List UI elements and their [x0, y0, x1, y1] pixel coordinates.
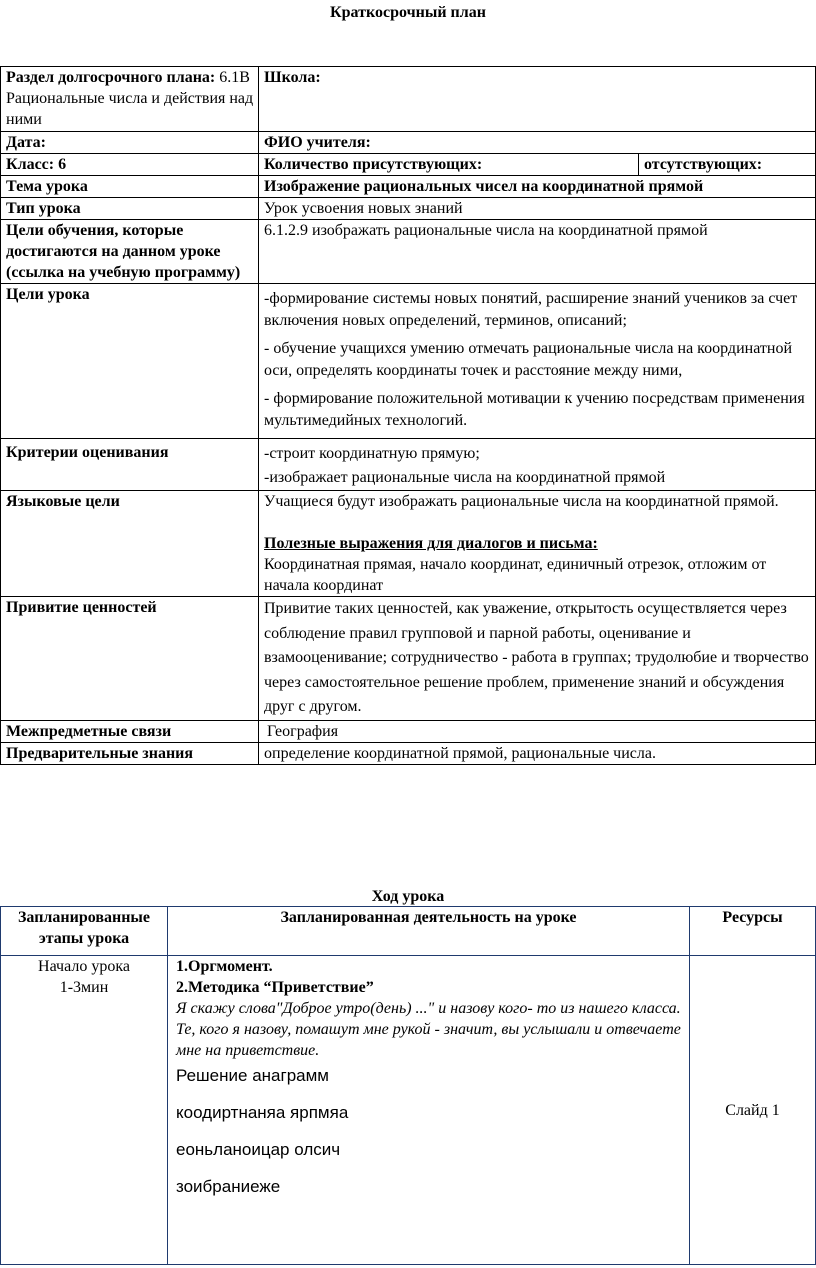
- anagram-title: Решение анаграмм: [176, 1066, 329, 1085]
- stage-time: 1-3мин: [59, 979, 109, 996]
- lesson-flow-table: [0, 906, 816, 1265]
- class-label: Класс: 6: [1, 154, 259, 176]
- method-step: 2.Методика “Приветствие”: [176, 979, 374, 996]
- table-row: [1, 198, 816, 220]
- type-label: Тип урока: [1, 198, 259, 220]
- lesson-goal-item: -формирование системы новых понятий, расширение знаний учеников за счет включения новых определений, терминов, описаний;: [264, 290, 798, 329]
- section-cell: [1, 67, 259, 132]
- table-row: [1, 176, 816, 198]
- table-row: [1, 956, 816, 1265]
- stage-cell: [1, 956, 168, 1265]
- col-activity-header: Запланированная деятельность на уроке: [168, 907, 690, 956]
- table-row: [1, 491, 816, 597]
- date-label: Дата:: [1, 132, 259, 154]
- values-value: Привитие таких ценностей, как уважение, открытость осуществляется через соблюдение правил групповой и парной работы, оценивание и взамооценивание; сотрудничество - работа в группах; трудолюбие и творчество через самостоятельное решение проблем, применение знаний и обсуждения друг с другом.: [259, 597, 816, 721]
- table-row: [1, 220, 816, 284]
- values-label: Привитие ценностей: [1, 597, 259, 721]
- cross-value: География: [259, 720, 816, 742]
- section-label: Раздел долгосрочного плана:: [6, 69, 216, 86]
- anagram-item: коодиртнаняа ярпмяа: [176, 1103, 349, 1122]
- criteria-item: -изображает рациональные числа на координатной прямой: [264, 469, 666, 486]
- table-row: [1, 132, 816, 154]
- criteria-label: Критерии оценивания: [1, 439, 259, 491]
- org-step: 1.Оргмомент.: [176, 958, 273, 975]
- lesson-flow-heading: Ход урока: [371, 888, 445, 905]
- language-label: Языковые цели: [1, 491, 259, 597]
- table-header-row: [1, 907, 816, 956]
- document-title: Краткосрочный план: [330, 4, 486, 21]
- language-cell: [259, 491, 816, 597]
- table-row: [1, 284, 816, 439]
- table-row: [1, 742, 816, 764]
- topic-value: Изображение рациональных чисел на координатной прямой: [259, 176, 816, 198]
- col-resources-header: Ресурсы: [690, 907, 816, 956]
- absent-label: отсутствующих:: [639, 154, 816, 176]
- school-label: Школа:: [259, 67, 816, 132]
- activity-cell: [168, 956, 690, 1265]
- resource-cell: Слайд 1: [690, 956, 816, 1265]
- teacher-label: ФИО учителя:: [259, 132, 816, 154]
- plan-table: [0, 66, 816, 765]
- lesson-goal-item: - обучение учащихся умению отмечать рациональные числа на координатной оси, определять координаты точек и расстояние между ними,: [264, 340, 792, 379]
- table-row: [1, 439, 816, 491]
- topic-label: Тема урока: [1, 176, 259, 198]
- learning-goals-label: Цели обучения, которые достигаются на данном уроке (ссылка на учебную программу): [1, 220, 259, 284]
- lesson-goals-list: [259, 284, 816, 439]
- prior-value: определение координатной прямой, рациональные числа.: [259, 742, 816, 764]
- criteria-list: [259, 439, 816, 491]
- greeting-text: Я скажу слова"Доброе утро(день) ..." и назову кого- то из нашего класса. Те, кого я назову, помашут мне рукой - значит, вы услышали и отвечаете мне на приветствие.: [176, 1000, 681, 1059]
- table-row: [1, 720, 816, 742]
- prior-label: Предварительные знания: [1, 742, 259, 764]
- anagram-item: еоньланоицар олсич: [176, 1140, 341, 1159]
- phrases-heading: Полезные выражения для диалогов и письма:: [264, 535, 598, 552]
- table-row: [1, 597, 816, 721]
- lesson-goals-label: Цели урока: [1, 284, 259, 439]
- table-row: [1, 154, 816, 176]
- stage-name: Начало урока: [38, 958, 130, 975]
- section-value: 6.1В Рациональные числа и действия над ними: [6, 69, 254, 128]
- phrases-value: Координатная прямая, начало координат, единичный отрезок, отложим от начала координат: [264, 556, 767, 594]
- criteria-item: -строит координатную прямую;: [264, 445, 480, 462]
- type-value: Урок усвоения новых знаний: [259, 198, 816, 220]
- lesson-goal-item: - формирование положительной мотивации к учению посредствам применения мультимедийных технологий.: [264, 390, 805, 429]
- col-stage-header: Запланированные этапы урока: [1, 907, 168, 956]
- present-label: Количество присутствующих:: [259, 154, 639, 176]
- cross-label: Межпредметные связи: [1, 720, 259, 742]
- table-row: [1, 67, 816, 132]
- anagram-item: зоибраниеже: [176, 1177, 281, 1196]
- learning-goals-value: 6.1.2.9 изображать рациональные числа на координатной прямой: [259, 220, 816, 284]
- language-value: Учащиеся будут изображать рациональные числа на координатной прямой.: [264, 493, 779, 510]
